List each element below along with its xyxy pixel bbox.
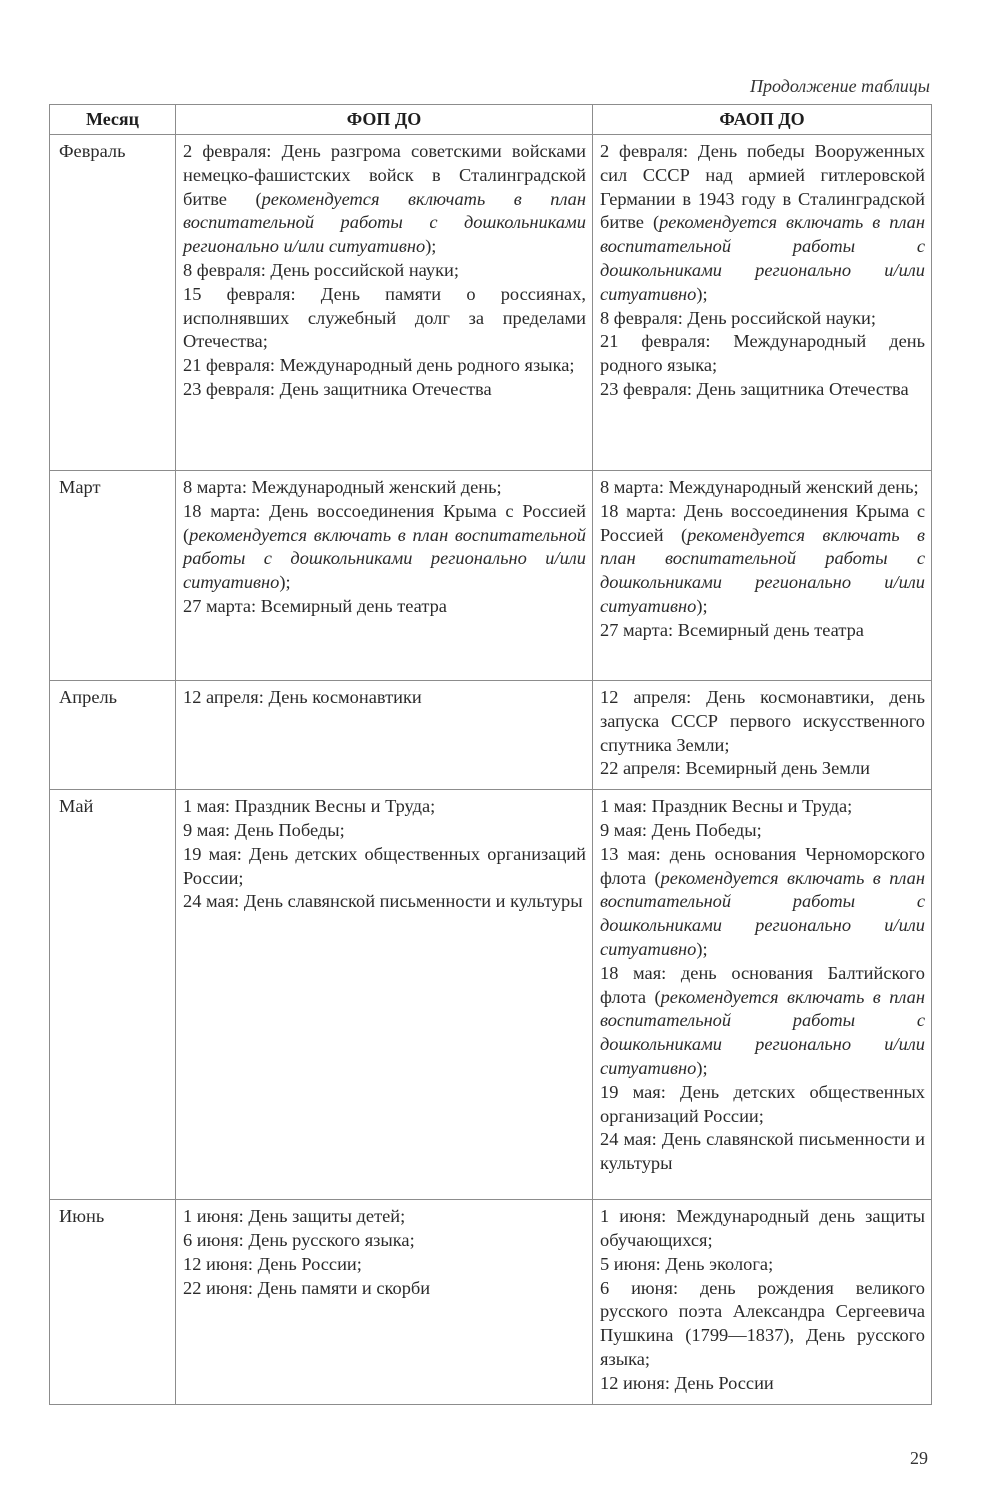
event-entry — [183, 890, 586, 914]
event-text: 22 апреля: Всемирный день Земли — [600, 758, 870, 779]
event-text: 8 марта: Международный женский день; — [600, 477, 919, 497]
table-continuation-label: Продолжение таблицы — [749, 76, 930, 96]
event-entry — [183, 378, 586, 402]
month-cell: Март — [50, 471, 176, 681]
event-text: 21 февраля: Международный день родного языка; — [600, 331, 925, 376]
fop-events-cell — [176, 135, 593, 471]
event-text: 18 мая: день основания Балтийского флота ( — [600, 962, 925, 1007]
event-text-tail: ); — [696, 283, 708, 304]
table-row — [50, 790, 932, 1200]
event-text: 8 марта: Международный женский день; — [183, 477, 502, 497]
event-text: 23 февраля: День защитника Отечества — [600, 378, 909, 399]
event-text: 9 мая: День Победы; — [183, 819, 345, 840]
fop-events-cell — [176, 1200, 593, 1404]
event-text: 8 февраля: День российской науки; — [600, 307, 876, 328]
event-text: 19 мая: День детских общественных организаций России; — [183, 843, 586, 888]
recommendation-note: рекомендуется включать в план воспитательной работы с дошкольниками регионально и/или ситуативно — [600, 867, 925, 959]
event-text-tail: ); — [696, 1057, 708, 1078]
event-text: 1 июня: Международный день защиты обучающихся; — [600, 1206, 925, 1250]
event-text: 24 мая: День славянской письменности и культуры — [600, 1129, 925, 1174]
column-header-faop: ФАОП ДО — [593, 105, 932, 135]
event-entry — [183, 1205, 586, 1229]
column-header-month: Месяц — [50, 105, 176, 135]
event-entry — [183, 500, 586, 595]
event-text: 18 марта: День воссоединения Крыма с Россией ( — [600, 500, 925, 545]
event-text: 12 июня: День России; — [183, 1253, 362, 1274]
holidays-table — [49, 104, 932, 1405]
event-entry — [183, 283, 586, 354]
event-entry — [183, 1229, 586, 1253]
event-text: 18 марта: День воссоединения Крыма с Россией ( — [183, 500, 586, 545]
table-row — [50, 681, 932, 790]
event-text: 1 мая: Праздник Весны и Труда; — [600, 796, 853, 817]
event-text: 19 мая: День детских общественных организаций России; — [600, 1081, 925, 1126]
event-text: 2 февраля: День разгрома советскими войсками немецко-фашистских войск в Сталинградской битве ( — [183, 141, 586, 209]
event-entry — [600, 843, 925, 962]
event-entry — [600, 1081, 925, 1129]
faop-events-cell — [593, 471, 932, 681]
event-entry — [600, 140, 925, 307]
event-entry — [600, 1253, 925, 1277]
event-text: 27 марта: Всемирный день театра — [183, 595, 447, 616]
event-entry — [183, 686, 586, 710]
event-entry — [600, 378, 925, 402]
event-text-tail: ); — [696, 595, 708, 616]
table-header-row — [50, 105, 932, 135]
event-entry — [183, 795, 586, 819]
event-text-tail: ); — [279, 572, 291, 593]
fop-events-cell — [176, 790, 593, 1200]
recommendation-note: рекомендуется включать в план воспитательной работы с дошкольниками регионально и/или ситуативно — [600, 986, 925, 1078]
event-entry — [600, 476, 925, 500]
faop-events-cell — [593, 681, 932, 790]
column-header-fop: ФОП ДО — [176, 105, 593, 135]
event-entry — [600, 307, 925, 331]
event-text-tail: ); — [425, 236, 437, 257]
event-entry — [600, 757, 925, 781]
recommendation-note: рекомендуется включать в план воспитательной работы с дошкольниками регионально и/или ситуативно — [600, 212, 926, 304]
event-entry — [600, 819, 925, 843]
event-text: 15 февраля: День памяти о россиянах, исполнявших служебный долг за пределами Отечества; — [183, 283, 586, 352]
event-entry — [600, 1277, 925, 1372]
event-entry — [183, 595, 586, 619]
event-entry — [183, 843, 586, 891]
event-text: 6 июня: День русского языка; — [183, 1229, 415, 1250]
event-entry — [600, 330, 925, 378]
table-body — [50, 135, 932, 1405]
faop-events-cell — [593, 790, 932, 1200]
event-entry — [600, 962, 925, 1081]
month-cell: Май — [50, 790, 176, 1200]
event-entry — [183, 354, 586, 378]
event-entry — [600, 686, 925, 757]
event-text: 12 июня: День России — [600, 1372, 774, 1393]
event-text: 27 марта: Всемирный день театра — [600, 619, 864, 640]
event-entry — [183, 1277, 586, 1301]
event-text: 5 июня: День эколога; — [600, 1253, 774, 1274]
recommendation-note: рекомендуется включать в план воспитательной работы с дошкольниками регионально и/или ситуативно — [183, 188, 587, 257]
faop-events-cell — [593, 135, 932, 471]
table-row — [50, 135, 932, 471]
faop-events-cell — [593, 1200, 932, 1404]
event-entry — [600, 1205, 925, 1253]
event-entry — [183, 259, 586, 283]
page-number: 29 — [910, 1448, 928, 1468]
event-text: 22 июня: День памяти и скорби — [183, 1277, 431, 1298]
recommendation-note: рекомендуется включать в план воспитательной работы с дошкольниками регионально и/или ситуативно — [600, 524, 925, 616]
month-cell: Июнь — [50, 1200, 176, 1404]
event-entry — [600, 500, 925, 619]
event-entry — [183, 140, 586, 259]
event-entry — [600, 1372, 925, 1396]
month-cell: Февраль — [50, 135, 176, 471]
table-row — [50, 1200, 932, 1404]
fop-events-cell — [176, 681, 593, 790]
event-text: 1 мая: Праздник Весны и Труда; — [183, 796, 436, 817]
event-text: 1 июня: День защиты детей; — [183, 1206, 406, 1227]
event-text: 9 мая: День Победы; — [600, 819, 762, 840]
event-text: 12 апреля: День космонавтики, день запуска СССР первого искусственного спутника Земли; — [600, 687, 925, 755]
event-text: 23 февраля: День защитника Отечества — [183, 378, 492, 399]
recommendation-note: рекомендуется включать в план воспитательной работы с дошкольниками регионально и/или ситуативно — [183, 524, 586, 593]
table-row — [50, 471, 932, 681]
event-entry — [600, 619, 925, 643]
event-entry — [183, 476, 586, 500]
event-entry — [183, 819, 586, 843]
fop-events-cell — [176, 471, 593, 681]
event-text: 6 июня: день рождения великого русского поэта Александра Сергеевича Пушкина (1799—1837), День русского языка; — [600, 1277, 925, 1369]
month-cell: Апрель — [50, 681, 176, 790]
event-text: 12 апреля: День космонавтики — [183, 687, 422, 707]
event-text: 8 февраля: День российской науки; — [183, 259, 459, 280]
event-text-tail: ); — [696, 938, 708, 959]
event-text: 24 мая: День славянской письменности и культуры — [183, 891, 583, 912]
event-text: 13 мая: день основания Черноморского флота ( — [600, 843, 925, 888]
event-text: 21 февраля: Международный день родного языка; — [183, 355, 575, 376]
event-entry — [600, 1128, 925, 1176]
event-text: 2 февраля: День победы Вооруженных сил СССР над армией гитлеровской Германии в 1943 году в Сталинградской битве ( — [600, 141, 925, 233]
event-entry — [183, 1253, 586, 1277]
event-entry — [600, 795, 925, 819]
